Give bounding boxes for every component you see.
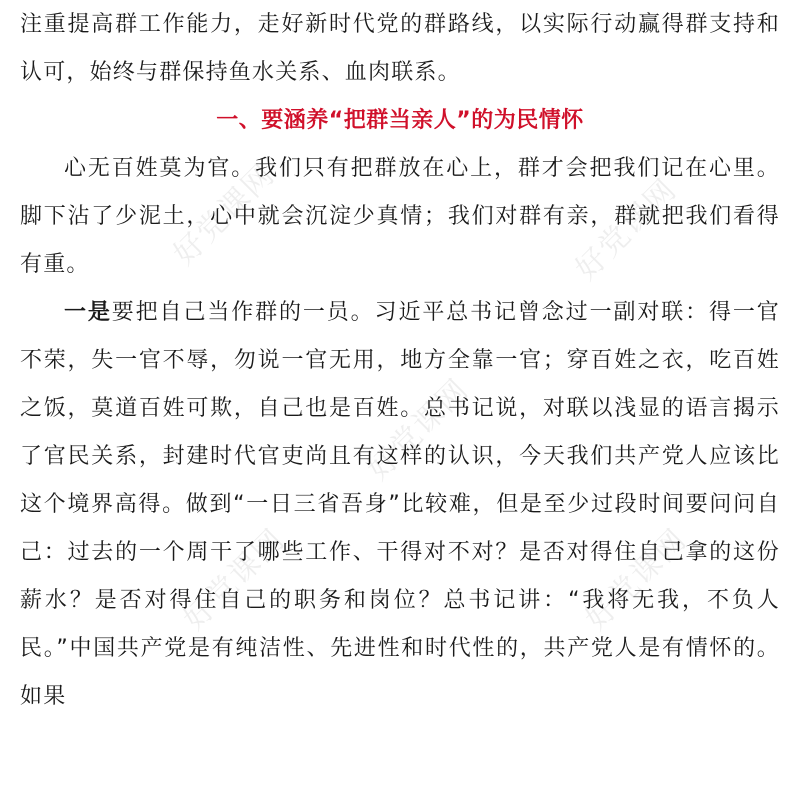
watermark: 好党课网 [360, 371, 477, 488]
watermark: 好党课网 [578, 521, 695, 638]
paragraph-principle: 心无百姓莫为官。我们只有把群放在心上，群才会把我们记在心里。脚下沾了少泥土，心中就会沉淀少真情；我们对群有亲，群就把我们看得有重。 [20, 156, 780, 277]
document-body [20, 1, 780, 721]
point-lead-label: 一是 [64, 300, 112, 325]
paragraph-point-one [20, 289, 780, 721]
section-heading: 一、要涵养“把群当亲人”的为民情怀 [216, 108, 584, 133]
watermark: 好党课网 [176, 521, 293, 638]
paragraph-intro: 注重提高群工作能力，走好新时代党的群路线，以实际行动赢得群支持和认可，始终与群保持鱼水关系、血肉联系。 [20, 12, 780, 85]
watermark: 好党课网 [166, 156, 283, 273]
watermark: 好党课网 [568, 171, 685, 288]
point-one-body: 要把自己当作群的一员。习近平总书记曾念过一副对联：得一官不荣，失一官不辱，勿说一官无用，地方全靠一官；穿百姓之衣，吃百姓之饭，莫道百姓可欺，自己也是百姓。总书记说，对联以浅显的语言揭示了官民关系，封建时代官吏尚且有这样的认识，今天我们共产党人应该比这个境界高得。做到“一日三省吾身”比较难，但是至少过段时间要问问自己：过去的一个周干了哪些工作、干得对不对？是否对得住自己拿的这份薪水？是否对得住自己的职务和岗位？总书记讲：“我将无我，不负人民。”中国共产党是有纯洁性、先进性和时代性的，共产党人是有情怀的。如果 [20, 300, 780, 709]
